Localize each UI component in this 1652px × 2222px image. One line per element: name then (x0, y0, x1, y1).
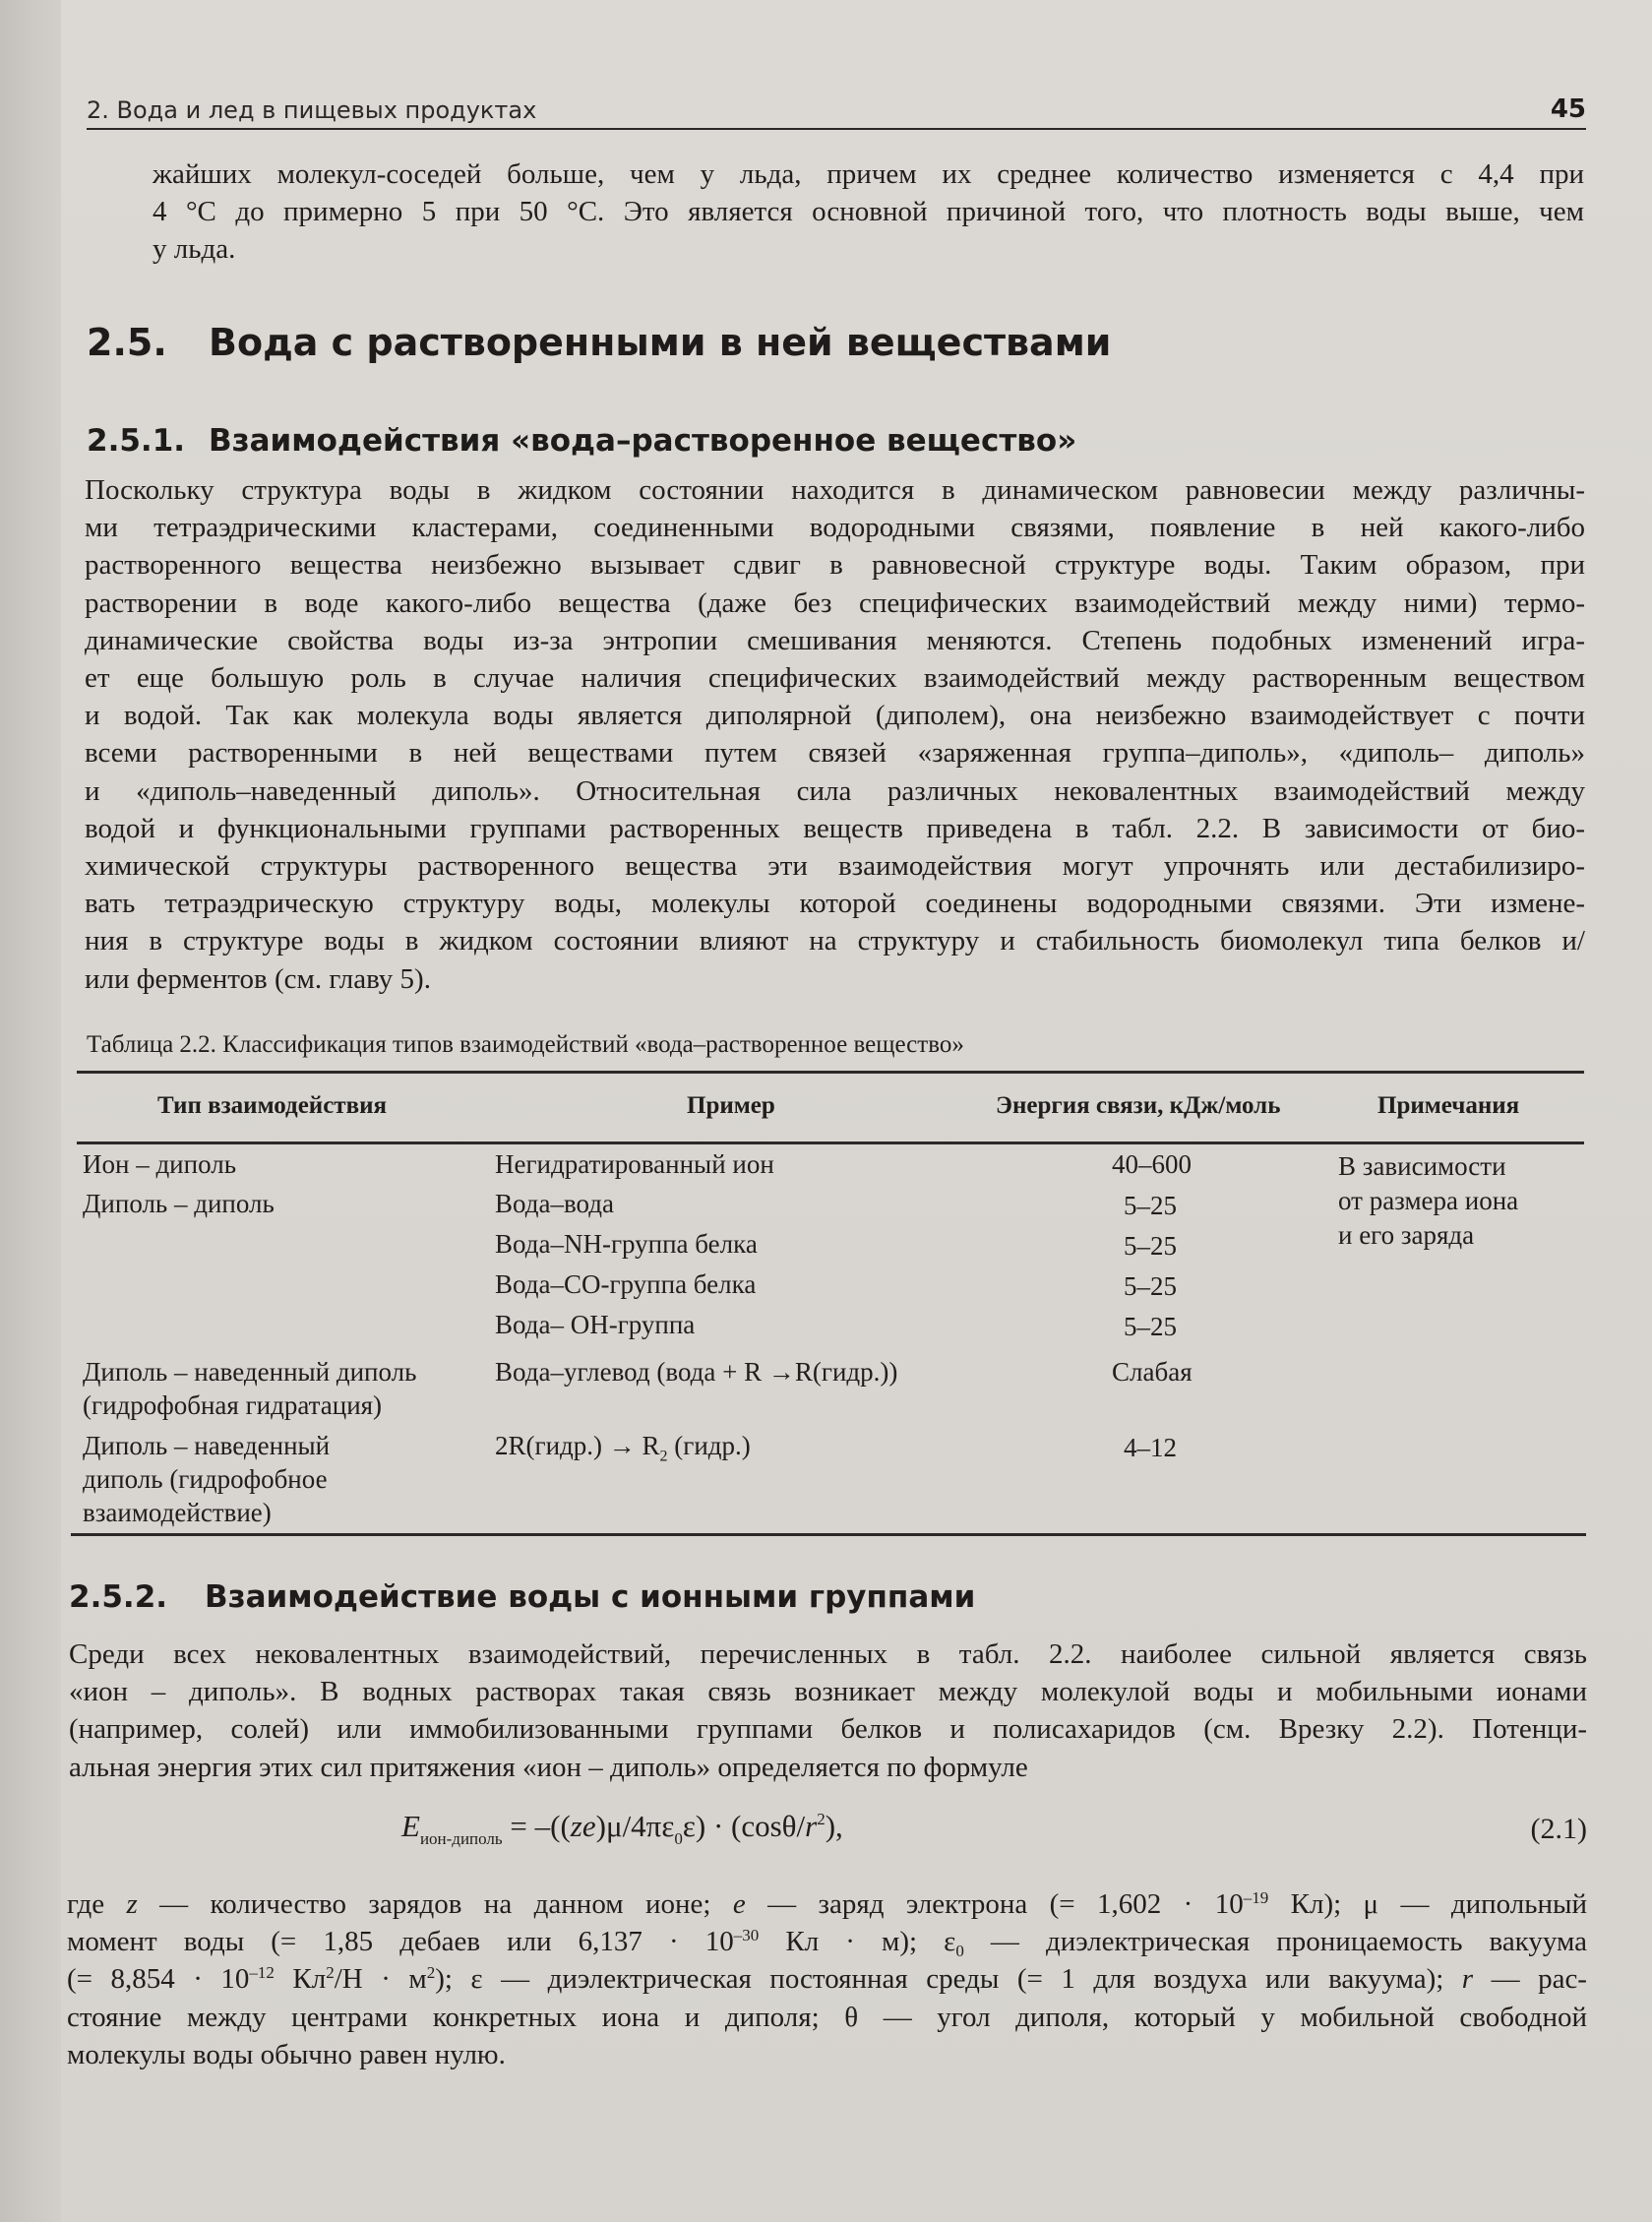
section-heading-2-5 (87, 321, 1111, 364)
section-number: 2.5. (87, 321, 167, 364)
text-line: всеми растворенными в ней веществами путем связей «заряженная группа–диполь», «диполь– диполь» (85, 737, 1585, 770)
type-line: (гидрофобная гидратация) (83, 1390, 383, 1420)
text-line: Среди всех нековалентных взаимодействий, перечисленных в табл. 2.2. наиболее сильной является связь (69, 1638, 1587, 1670)
text-line: и «диполь–наведенный диполь». Относительная сила различных нековалентных взаимодействий между (85, 774, 1585, 807)
table-cell-example: Вода–NH-группа белка (495, 1229, 758, 1259)
column-header-notes: Примечания (1377, 1092, 1520, 1119)
table-cell-type: Ион – диполь (83, 1149, 237, 1179)
formula-ion-dipole (401, 1809, 843, 1849)
section-number: 2.5.1. (87, 423, 186, 459)
table-cell-energy: 40–600 (1112, 1149, 1192, 1179)
table-cell-energy: 4–12 (1124, 1433, 1177, 1462)
text-line: альная энергия этих сил притяжения «ион – диполь» определяется по формуле (69, 1751, 1028, 1783)
formula-subscript: ион-диполь (419, 1829, 503, 1848)
table-cell-example: Вода–вода (495, 1189, 614, 1218)
table-cell-type: Диполь – диполь (83, 1189, 275, 1218)
table-cell-energy: 5–25 (1124, 1191, 1177, 1220)
table-cell-energy: 5–25 (1124, 1231, 1177, 1261)
text-line: ния в структуре воды в жидком состоянии влияют на структуру и стабильность биомолекул типа белков и/ (85, 925, 1585, 957)
text-line: молекулы воды обычно равен нулю. (67, 2038, 506, 2070)
text-line: момент воды (= 1,85 дебаев или $6,137 \cdot 10^{-30}$ Кл · м); $\varepsilon_0$ — диэлектрическая проницаемость вакуума (67, 1926, 1588, 1961)
formula-symbol: ze (570, 1809, 596, 1843)
text-line: 4 °С до примерно 5 при 50 °С. Это является основной причиной того, что плотность воды выше, чем (153, 196, 1584, 228)
formula-subscript: 0 (674, 1829, 683, 1848)
paragraph-2-5-1 (85, 471, 1585, 998)
type-line: диполь (гидрофобное (83, 1464, 328, 1494)
formula-superscript: 2 (817, 1810, 826, 1828)
section-title: Вода с растворенными в ней веществами (209, 321, 1112, 364)
example-text: 2R(гидр.) → R (495, 1431, 660, 1460)
where-paragraph (67, 1885, 1587, 2073)
table-cell-example (495, 1429, 751, 1473)
text-line: (= $8,854 \cdot 10^{-12}$ $Кл^2/Н \cdot м^2$); ε — диэлектрическая постоянная среды (= 1 для воздуха или вакуума); r — рас- (67, 1963, 1587, 1996)
section-heading-2-5-2 (69, 1579, 975, 1615)
type-line: Диполь – наведенный диполь (83, 1357, 417, 1387)
text-line: химической структуры растворенного вещества эти взаимодействия могут упрочнять или дестабилизиро- (85, 850, 1585, 883)
text-line: водой и функциональными группами растворенных веществ приведена в табл. 2.2. В зависимости от био- (85, 812, 1585, 844)
column-header-energy: Энергия связи, кДж/моль (996, 1092, 1281, 1119)
table-cell-type (83, 1355, 416, 1422)
text-line: и водой. Так как молекула воды является диполярной (диполем), она неизбежно взаимодействует с почти (85, 700, 1585, 732)
formula-symbol: r (805, 1809, 818, 1843)
table-cell-energy: Слабая (1112, 1357, 1193, 1387)
text-line: где z — количество зарядов на данном ионе; e — заряд электрона (= $1,602 \cdot 10^{-19}$ Кл); μ — дипольный (67, 1888, 1588, 1920)
column-header-example: Пример (687, 1092, 775, 1119)
text-line: динамические свойства воды из-за энтропии смешивания меняются. Степень подобных изменений игра- (85, 624, 1585, 656)
formula-part: ), (825, 1809, 843, 1843)
intro-paragraph (153, 155, 1584, 269)
table-cell-example: Вода–CO-группа белка (495, 1269, 757, 1299)
table-cell-energy: 5–25 (1124, 1312, 1177, 1341)
formula-part: = –(( (502, 1809, 571, 1843)
text-line: ет еще большую роль в случае наличия специфических взаимодействий между растворенным веществом (85, 662, 1585, 695)
table-cell-energy: 5–25 (1124, 1271, 1177, 1301)
book-spine-shadow (0, 0, 61, 2222)
section-title: Взаимодействие воды с ионными группами (205, 1579, 976, 1615)
table-top-rule (77, 1071, 1584, 1074)
chapter-title: 2. Вода и лед в пищевых продуктах (87, 96, 537, 124)
type-line: взаимодействие) (83, 1498, 272, 1527)
paragraph-2-5-2 (69, 1636, 1587, 1786)
text-line: у льда. (153, 233, 236, 266)
table-cell-note: от размера иона (1338, 1186, 1519, 1215)
table-cell-example: Вода–углевод (вода + R →R(гидр.)) (495, 1357, 898, 1387)
text-line: (например, солей) или иммобилизованными группами белков и полисахаридов (см. Врезку 2.2). Потенци- (69, 1713, 1587, 1746)
formula-part: )μ/4πε (595, 1809, 675, 1843)
text-line: жайших молекул-соседей больше, чем у льда, причем их среднее количество изменяется с 4,4 при (153, 158, 1584, 190)
page-number: 45 (1550, 94, 1586, 124)
text-line: стояние между центрами конкретных иона и диполя; θ — угол диполя, который у мобильной свободной (67, 2001, 1587, 2033)
table-cell-example: Вода– OH-группа (495, 1310, 696, 1339)
text-line: или ферментов (см. главу 5). (85, 962, 431, 995)
type-line: Диполь – наведенный (83, 1431, 331, 1460)
table-cell-note: и его заряда (1338, 1220, 1475, 1250)
section-number: 2.5.2. (69, 1579, 168, 1615)
equation-number: (2.1) (1530, 1813, 1587, 1845)
table-bottom-rule (71, 1533, 1586, 1536)
running-header (87, 94, 1586, 130)
table-caption: Таблица 2.2. Классификация типов взаимодействий «вода–растворенное вещество» (87, 1031, 964, 1058)
subscript: 2 (659, 1448, 668, 1465)
text-line: вать тетраэдрическую структуру воды, молекулы которой соединены водородными связями. Эти измене- (85, 888, 1585, 920)
text-line: ми тетраэдрическими кластерами, соединенными водородными связями, появление в ней какого-либо (85, 512, 1585, 544)
formula-symbol: E (401, 1809, 420, 1843)
section-title: Взаимодействия «вода–растворенное вещество» (209, 423, 1077, 459)
text-line: «ион – диполь». В водных растворах такая связь возникает между молекулой воды и мобильными ионами (69, 1676, 1587, 1708)
text-line: растворенного вещества неизбежно вызывает сдвиг в равновесной структуре воды. Таким образом, при (85, 549, 1585, 582)
table-cell-example: Негидратированный ион (495, 1149, 774, 1179)
table-header-rule (77, 1142, 1584, 1144)
table-cell-note: В зависимости (1338, 1151, 1506, 1181)
text-line: растворении в воде какого-либо вещества (даже без специфических взаимодействий между ними) термо- (85, 586, 1585, 619)
formula-part: ε) · (cosθ/ (682, 1809, 806, 1843)
example-text: (гидр.) (667, 1431, 751, 1460)
section-heading-2-5-1 (87, 423, 1076, 459)
text-line: Поскольку структура воды в жидком состоянии находится в динамическом равновесии между различны- (85, 474, 1585, 506)
column-header-type: Тип взаимодействия (157, 1092, 387, 1119)
table-cell-type (83, 1429, 330, 1529)
